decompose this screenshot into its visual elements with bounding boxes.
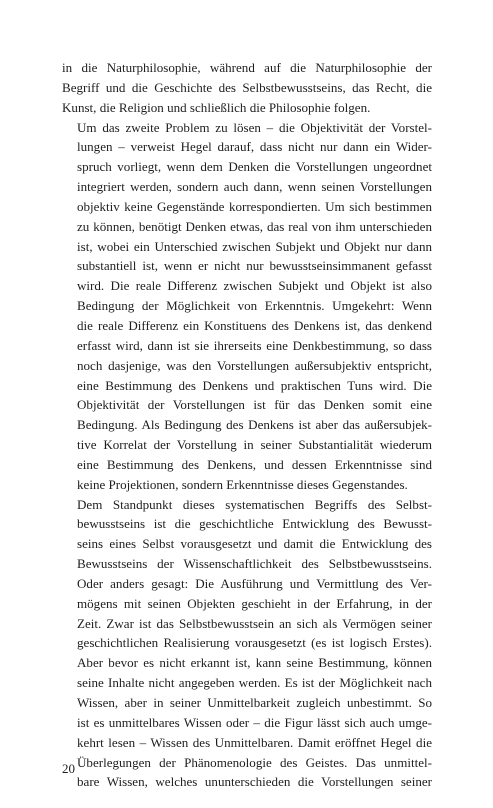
page-number: 20: [62, 761, 75, 776]
text-line: tive Korrelat der Vorstellung in seiner Substantialität wiederum: [77, 437, 432, 453]
text-line: mögens mit seinen Objekten geschieht in der Erfahrung, in der: [77, 595, 432, 611]
text-line: Um das zweite Problem zu lösen – die Objektivität der Vorstel-: [77, 119, 432, 135]
text-line: integriert werden, sondern auch dann, wenn seinen Vorstellungen: [77, 179, 432, 195]
text-line: objektiv keine Gegenstände korrespondierten. Um sich bestimmen: [77, 198, 432, 214]
text-line: ist, wobei ein Unterschied zwischen Subjekt und Objekt nur dann: [77, 238, 432, 254]
text-line: Bewusstseins der Wissenschaftlichkeit des Selbstbewusstseins.: [77, 556, 432, 572]
text-line: substantiell ist, wenn er nicht nur bewusstseinsimmanent gefasst: [77, 258, 432, 274]
text-line: seine Inhalte nicht angegeben werden. Es ist der Möglichkeit nach: [77, 675, 432, 691]
text-line: die reale Differenz ein Konstituens des Denkens ist, das denkend: [77, 317, 432, 333]
paragraph: [62, 495, 432, 793]
text-line: erfasst wird, dann ist sie ihrerseits eine Denkbestimmung, so dass: [77, 337, 432, 353]
text-line: Objektivität der Vorstellungen ist für das Denken somit eine: [77, 397, 432, 413]
text-line: Bedingung. Als Bedingung des Denkens ist aber das außersubjek-: [77, 417, 432, 433]
text-line: noch dasjenige, was den Vorstellungen außersubjektiv entspricht,: [77, 357, 432, 373]
text-line: Bedingung der Möglichkeit von Erkenntnis. Umgekehrt: Wenn: [77, 298, 432, 314]
text-line: geschichtlichen Realisierung vorausgesetzt (es ist logisch Erstes).: [77, 635, 432, 651]
text-line: ist es unmittelbares Wissen oder – die Figur lässt sich auch umge-: [77, 714, 432, 730]
text-line: Oder anders gesagt: Die Ausführung und Vermittlung des Ver-: [77, 575, 432, 591]
text-line: zu können, benötigt Denken etwas, das real von ihm unterschieden: [77, 218, 432, 234]
paragraph: [62, 118, 432, 495]
text-line: spruch vorliegt, wenn dem Denken die Vorstellungen ungeordnet: [77, 159, 432, 175]
text-line: Kunst, die Religion und schließlich die Philosophie folgen.: [62, 99, 371, 115]
text-line: Zeit. Zwar ist das Selbstbewusstsein an sich als Vermögen seiner: [77, 615, 432, 631]
text-line: bare Wissen, welches ununterschieden die Vorstellungen seiner: [77, 774, 432, 790]
text-line: Begriff und die Geschichte des Selbstbewusstseins, das Recht, die: [62, 79, 432, 95]
text-line: eine Bestimmung des Denkens, und dessen Erkenntnisse sind: [77, 456, 432, 472]
text-line: bewusstseins ist die geschichtliche Entwicklung des Bewusst-: [77, 516, 432, 532]
text-line: keine Projektionen, sondern Erkenntnisse dieses Gegenstandes.: [77, 476, 408, 492]
text-line: Überlegungen der Phänomenologie des Geistes. Das unmittel-: [77, 754, 432, 770]
text-line: Wissen, aber in seiner Unmittelbarkeit zugleich unbestimmt. So: [77, 695, 432, 710]
text-line: seins eines Selbst vorausgesetzt und damit die Entwicklung des: [77, 536, 432, 552]
text-line: eine Bestimmung des Denkens und praktischen Tuns wird. Die: [77, 377, 432, 393]
text-line: Aber bevor es nicht erkannt ist, kann seine Bestimmung, können: [77, 655, 432, 671]
text-line: lungen – verweist Hegel darauf, dass nicht nur dann ein Wider-: [77, 139, 432, 155]
text-line: in die Naturphilosophie, während auf die Naturphilosophie der: [62, 60, 432, 75]
text-line: kehrt lesen – Wissen des Unmittelbaren. Damit eröffnet Hegel die: [77, 734, 432, 750]
text-line: Dem Standpunkt dieses systematischen Begriffs des Selbst-: [77, 496, 432, 512]
paragraph: [62, 58, 432, 118]
text-line: wird. Die reale Differenz zwischen Subjekt und Objekt ist also: [77, 278, 432, 294]
body-text: [62, 58, 432, 792]
